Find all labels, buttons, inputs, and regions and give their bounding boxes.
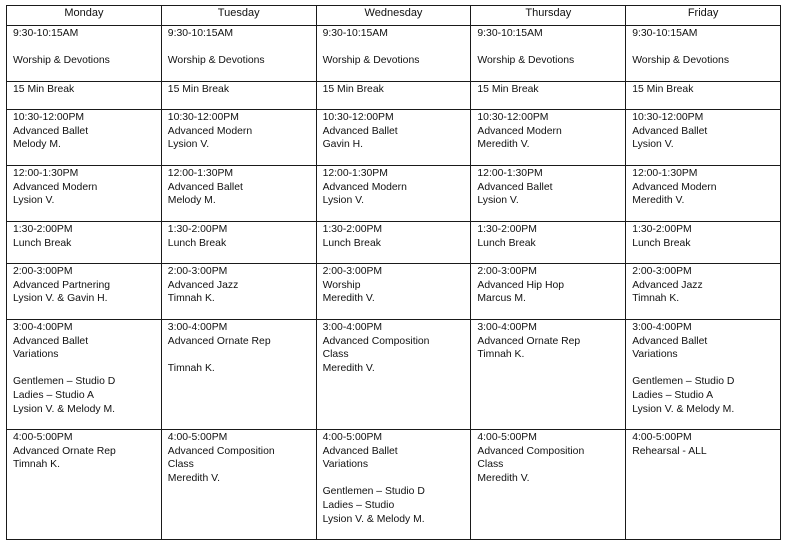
session-detail-text: Advanced Ballet	[477, 181, 553, 193]
session-detail-text: Gavin H.	[322, 139, 364, 151]
time-range-text: 2:00-3:00PM	[167, 266, 228, 277]
schedule-cell-friday	[626, 264, 781, 320]
session-detail-text	[632, 362, 774, 376]
schedule-cell-thursday	[471, 82, 626, 110]
session-detail-text: Advanced Ballet	[632, 125, 708, 137]
header-monday: Monday	[7, 6, 162, 26]
session-detail-text: Lysion V. & Melody M.	[13, 403, 116, 415]
schedule-cell-tuesday	[161, 110, 316, 166]
session-detail-text: Variations	[632, 349, 678, 361]
schedule-body	[7, 26, 781, 540]
session-detail-text: Meredith V.	[167, 472, 220, 484]
schedule-cell-tuesday	[161, 166, 316, 222]
schedule-cell-friday	[626, 110, 781, 166]
session-detail-text: Ladies – Studio	[322, 499, 395, 511]
time-range-text: 12:00-1:30PM	[632, 168, 698, 179]
schedule-cell-tuesday	[161, 222, 316, 264]
time-range-text: 2:00-3:00PM	[632, 266, 692, 277]
schedule-cell-monday	[7, 110, 162, 166]
session-detail-text: Advanced Composition	[322, 335, 430, 347]
time-slot-row	[7, 430, 781, 540]
time-range-text: 9:30-10:15AM	[167, 28, 234, 39]
session-detail-text: Lysion V. & Melody M.	[632, 403, 735, 415]
time-range-text: 12:00-1:30PM	[13, 168, 79, 179]
schedule-cell-monday	[7, 222, 162, 264]
session-detail-text: Advanced Composition	[477, 445, 585, 457]
session-detail-text: Timnah K.	[477, 349, 525, 361]
time-range-text: 3:00-4:00PM	[322, 322, 383, 333]
schedule-cell-monday	[7, 26, 162, 82]
weekly-schedule-table	[6, 5, 781, 540]
schedule-cell-friday	[626, 166, 781, 222]
header-thursday: Thursday	[471, 6, 626, 26]
session-detail-text: Worship & Devotions	[13, 55, 110, 67]
schedule-cell-thursday	[471, 26, 626, 82]
schedule-cell-wednesday	[316, 222, 471, 264]
time-range-text: 10:30-12:00PM	[167, 112, 239, 123]
session-detail-text: Advanced Ornate Rep	[13, 445, 116, 457]
schedule-header	[7, 6, 781, 26]
time-range-text: 2:00-3:00PM	[477, 266, 537, 277]
session-detail-text: Timnah K.	[13, 459, 60, 471]
schedule-cell-tuesday	[161, 430, 316, 540]
schedule-cell-wednesday	[316, 110, 471, 166]
session-detail-text: Advanced Composition	[167, 445, 275, 457]
session-detail-text	[168, 41, 310, 55]
schedule-cell-monday	[7, 264, 162, 320]
session-detail-text: Worship & Devotions	[632, 55, 730, 67]
session-detail-text	[477, 41, 619, 55]
session-detail-text	[13, 41, 155, 55]
time-range-text: 15 Min Break	[477, 84, 539, 95]
header-friday: Friday	[626, 6, 781, 26]
schedule-cell-friday	[626, 320, 781, 430]
session-detail-text: Timnah K.	[167, 362, 215, 374]
time-slot-row	[7, 222, 781, 264]
session-detail-text: Advanced Modern	[477, 125, 562, 137]
schedule-cell-tuesday	[161, 82, 316, 110]
session-detail-text: Lunch Break	[632, 237, 691, 249]
session-detail-text: Advanced Hip Hop	[477, 279, 565, 291]
session-detail-text	[323, 41, 465, 55]
session-detail-text: Advanced Ballet	[322, 445, 398, 457]
time-range-text: 9:30-10:15AM	[13, 28, 79, 39]
time-range-text: 3:00-4:00PM	[477, 322, 537, 333]
session-detail-text	[632, 41, 774, 55]
session-detail-text: Meredith V.	[322, 293, 375, 305]
session-detail-text: Lysion V.	[167, 139, 210, 151]
session-detail-text: Advanced Modern	[13, 181, 98, 193]
session-detail-text: Advanced Ballet	[13, 335, 89, 347]
time-range-text: 15 Min Break	[322, 84, 384, 95]
time-slot-row	[7, 82, 781, 110]
session-detail-text: Worship & Devotions	[322, 55, 420, 67]
time-range-text: 1:30-2:00PM	[477, 224, 537, 235]
time-range-text: 3:00-4:00PM	[632, 322, 692, 333]
time-range-text: 3:00-4:00PM	[13, 322, 73, 333]
session-detail-text: Advanced Jazz	[167, 279, 239, 291]
time-range-text: 1:30-2:00PM	[322, 224, 383, 235]
time-range-text: 4:00-5:00PM	[632, 432, 692, 443]
session-detail-text: Rehearsal - ALL	[632, 445, 707, 457]
schedule-cell-thursday	[471, 320, 626, 430]
session-detail-text: Melody M.	[13, 139, 61, 151]
session-detail-text: Advanced Ballet	[13, 125, 89, 137]
session-detail-text: Lysion V. & Gavin H.	[13, 293, 108, 305]
time-range-text: 9:30-10:15AM	[477, 28, 543, 39]
schedule-cell-tuesday	[161, 264, 316, 320]
session-detail-text: Lunch Break	[477, 237, 536, 249]
time-range-text: 10:30-12:00PM	[322, 112, 394, 123]
time-range-text: 3:00-4:00PM	[167, 322, 228, 333]
session-detail-text: Advanced Jazz	[632, 279, 703, 291]
session-detail-text: Timnah K.	[632, 293, 680, 305]
header-tuesday: Tuesday	[161, 6, 316, 26]
session-detail-text: Advanced Ballet	[167, 181, 243, 193]
session-detail-text: Meredith V.	[477, 472, 530, 484]
session-detail-text: Meredith V.	[322, 362, 375, 374]
schedule-cell-thursday	[471, 166, 626, 222]
time-range-text: 15 Min Break	[13, 84, 75, 95]
session-detail-text: Advanced Ornate Rep	[477, 335, 581, 347]
time-range-text: 10:30-12:00PM	[13, 112, 85, 123]
time-range-text: 12:00-1:30PM	[477, 168, 543, 179]
time-range-text: 15 Min Break	[632, 84, 694, 95]
session-detail-text: Gentlemen – Studio D	[13, 376, 116, 388]
time-range-text: 1:30-2:00PM	[632, 224, 692, 235]
session-detail-text: Lysion V.	[477, 195, 519, 207]
schedule-cell-wednesday	[316, 264, 471, 320]
header-wednesday: Wednesday	[316, 6, 471, 26]
schedule-cell-monday	[7, 430, 162, 540]
session-detail-text: Timnah K.	[167, 293, 215, 305]
session-detail-text: Worship & Devotions	[477, 55, 575, 67]
session-detail-text: Advanced Modern	[322, 181, 407, 193]
time-range-text: 2:00-3:00PM	[13, 266, 73, 277]
time-slot-row	[7, 264, 781, 320]
schedule-cell-wednesday	[316, 82, 471, 110]
session-detail-text: Class	[322, 349, 349, 361]
session-detail-text: Advanced Modern	[632, 181, 717, 193]
time-range-text: 4:00-5:00PM	[167, 432, 228, 443]
schedule-cell-wednesday	[316, 26, 471, 82]
session-detail-text: Lysion V.	[632, 139, 674, 151]
schedule-cell-monday	[7, 320, 162, 430]
time-range-text: 4:00-5:00PM	[13, 432, 73, 443]
session-detail-text	[168, 348, 310, 362]
schedule-cell-thursday	[471, 264, 626, 320]
session-detail-text: Lunch Break	[13, 237, 72, 249]
session-detail-text: Meredith V.	[632, 195, 685, 207]
schedule-cell-wednesday	[316, 320, 471, 430]
session-detail-text: Gentlemen – Studio D	[322, 486, 425, 498]
session-detail-text: Class	[477, 459, 504, 471]
time-range-text: 1:30-2:00PM	[13, 224, 73, 235]
session-detail-text: Advanced Ballet	[322, 125, 398, 137]
session-detail-text: Lysion V. & Melody M.	[322, 513, 425, 525]
time-range-text: 1:30-2:00PM	[167, 224, 228, 235]
session-detail-text: Marcus M.	[477, 293, 526, 305]
schedule-cell-tuesday	[161, 320, 316, 430]
schedule-cell-wednesday	[316, 430, 471, 540]
session-detail-text: Advanced Ornate Rep	[167, 335, 271, 347]
session-detail-text: Advanced Ballet	[632, 335, 708, 347]
schedule-cell-friday	[626, 222, 781, 264]
schedule-cell-friday	[626, 430, 781, 540]
schedule-cell-friday	[626, 26, 781, 82]
session-detail-text: Worship	[322, 279, 361, 291]
time-slot-row	[7, 166, 781, 222]
time-range-text: 9:30-10:15AM	[322, 28, 388, 39]
time-range-text: 12:00-1:30PM	[322, 168, 388, 179]
session-detail-text: Meredith V.	[477, 139, 530, 151]
session-detail-text	[323, 472, 465, 486]
session-detail-text: Variations	[13, 349, 59, 361]
time-range-text: 4:00-5:00PM	[322, 432, 383, 443]
schedule-cell-monday	[7, 82, 162, 110]
session-detail-text	[13, 362, 155, 376]
time-range-text: 10:30-12:00PM	[477, 112, 549, 123]
session-detail-text: Advanced Partnering	[13, 279, 111, 291]
time-range-text: 9:30-10:15AM	[632, 28, 698, 39]
session-detail-text: Lysion V.	[322, 195, 364, 207]
session-detail-text: Lysion V.	[13, 195, 55, 207]
session-detail-text: Ladies – Studio A	[13, 389, 94, 401]
time-range-text: 4:00-5:00PM	[477, 432, 537, 443]
schedule-cell-thursday	[471, 110, 626, 166]
schedule-cell-thursday	[471, 430, 626, 540]
time-range-text: 12:00-1:30PM	[167, 168, 234, 179]
time-slot-row	[7, 26, 781, 82]
session-detail-text: Worship & Devotions	[167, 55, 265, 67]
time-range-text: 2:00-3:00PM	[322, 266, 383, 277]
time-range-text: 10:30-12:00PM	[632, 112, 704, 123]
session-detail-text: Ladies – Studio A	[632, 389, 714, 401]
session-detail-text: Variations	[322, 459, 369, 471]
session-detail-text: Class	[167, 459, 194, 471]
session-detail-text: Advanced Modern	[167, 125, 253, 137]
schedule-cell-tuesday	[161, 26, 316, 82]
schedule-cell-friday	[626, 82, 781, 110]
time-slot-row	[7, 320, 781, 430]
header-row	[7, 6, 781, 26]
time-slot-row	[7, 110, 781, 166]
schedule-cell-wednesday	[316, 166, 471, 222]
session-detail-text: Gentlemen – Studio D	[632, 376, 735, 388]
time-range-text: 15 Min Break	[167, 84, 230, 95]
session-detail-text: Lunch Break	[167, 237, 227, 249]
schedule-cell-monday	[7, 166, 162, 222]
schedule-cell-thursday	[471, 222, 626, 264]
session-detail-text: Lunch Break	[322, 237, 381, 249]
session-detail-text: Melody M.	[167, 195, 216, 207]
